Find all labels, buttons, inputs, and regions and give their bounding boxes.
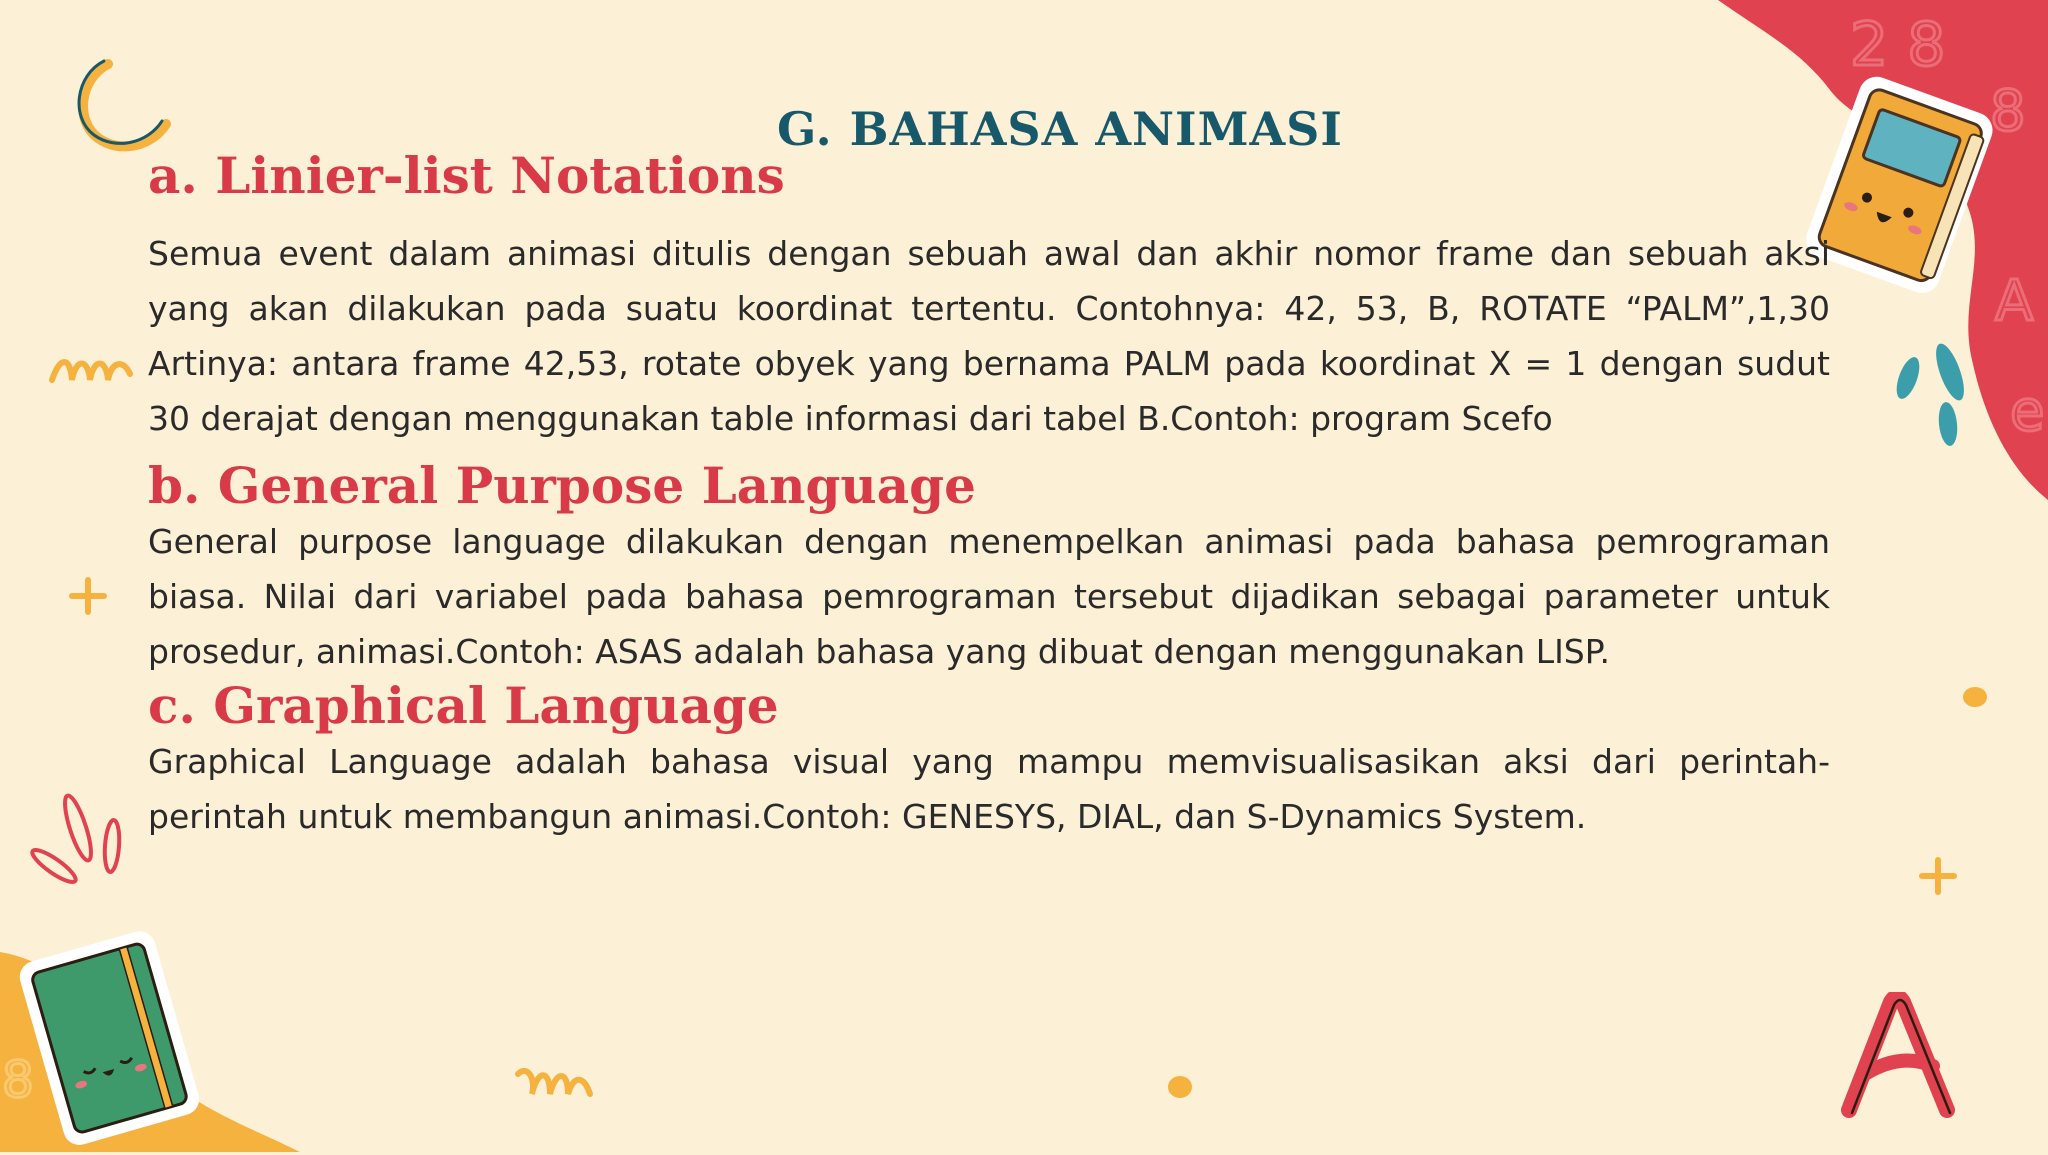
section-heading-c: c. Graphical Language [148, 676, 779, 735]
slide-title: G. BAHASA ANIMASI [777, 102, 1343, 156]
svg-text:A: A [1995, 269, 2034, 334]
plus-icon [68, 576, 108, 616]
dot-icon [1165, 1072, 1195, 1102]
dot-icon [1960, 682, 1990, 712]
squiggle-icon [48, 352, 138, 392]
section-body-c: Graphical Language adalah bahasa visual yang mampu memvisualisasikan aksi dari perintah-perintah untuk membangun animasi.Contoh: GENESYS, DIAL, dan S-Dynamics System. [148, 742, 1830, 836]
section-heading-a: a. Linier-list Notations [148, 146, 785, 205]
section-heading-b: b. General Purpose Language [148, 456, 976, 515]
svg-text:e: e [2010, 379, 2045, 444]
squiggle-icon [512, 1060, 602, 1110]
svg-text:2 8: 2 8 [1850, 10, 1946, 80]
raindrops-icon [1890, 338, 1980, 448]
raindrops-icon [28, 790, 128, 900]
letter-a-icon [1835, 992, 1965, 1122]
svg-text:8: 8 [1990, 79, 2026, 144]
section-body-b: General purpose language dilakukan dengan menempelkan animasi pada bahasa pemrograman biasa. Nilai dari variabel pada bahasa pemrograman tersebut dijadikan sebagai parameter untuk prosedur, animasi.Contoh: ASAS adalah bahasa yang dibuat dengan menggunakan LISP. [148, 522, 1830, 671]
crescent-icon [70, 50, 180, 160]
plus-icon [1918, 856, 1958, 896]
notebook-character-icon [10, 925, 210, 1155]
svg-text:8: 8 [2, 1051, 34, 1109]
section-body-a: Semua event dalam animasi ditulis dengan sebuah awal dan akhir nomor frame dan sebuah aksi yang akan dilakukan pada suatu koordinat tertentu. Contohnya: 42, 53, B, ROTATE “PALM”,1,30 Artinya: antara frame 42,53, rotate obyek yang bernama PALM pada koordinat X = 1 dengan sudut 30 derajat dengan menggunakan table informasi dari tabel B.Contoh: program Scefo [148, 234, 1830, 438]
